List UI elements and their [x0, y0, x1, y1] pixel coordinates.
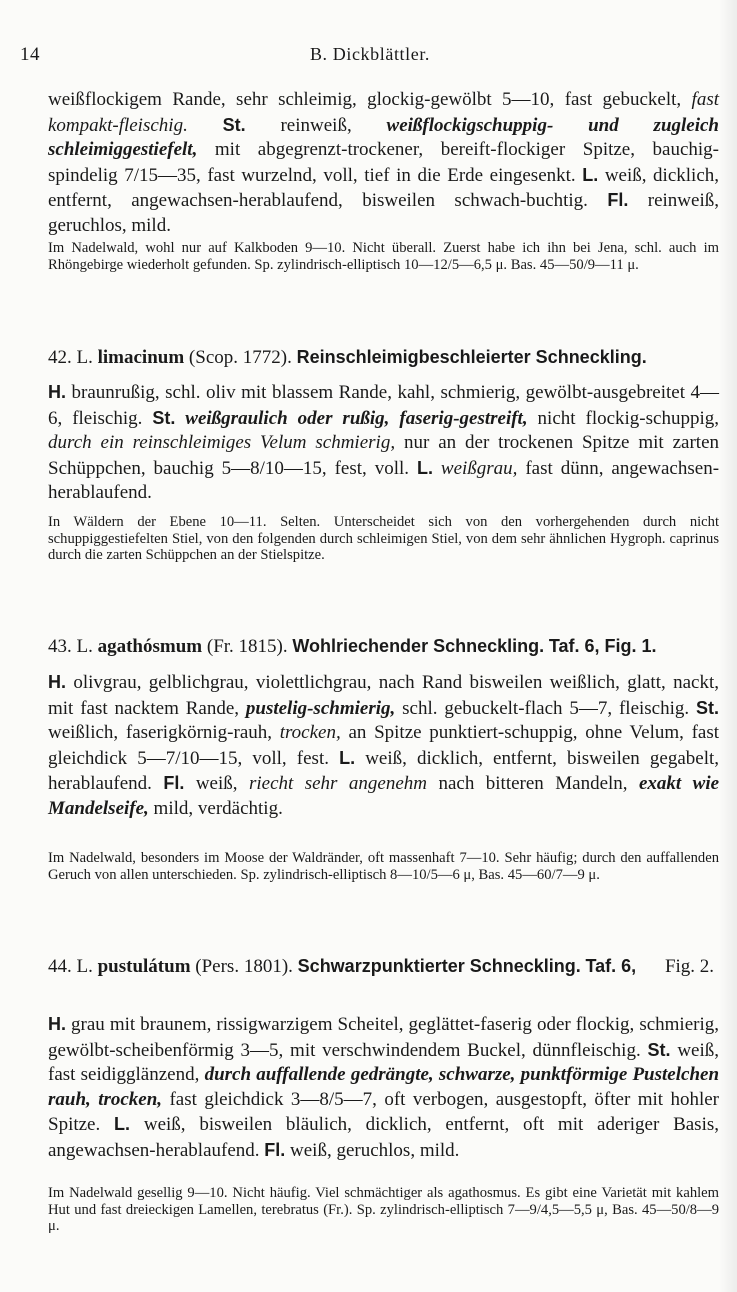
running-head: B. Dickblättler. [309, 44, 431, 64]
page-number: 14 [20, 44, 40, 65]
entry-41-note: Im Nadelwald, wohl nur auf Kalkboden 9—10. Nicht überall. Zuerst habe ich ihn bei Jena, schl. auch im Rhöngebirge wiederholt gefunden. Sp. zylindrisch-elliptisch 10—12/5—6,5 μ. Bas. 45—50/9—11 μ. [48, 240, 719, 273]
entry-44-description: H. grau mit braunem, rissigwarzigem Scheitel, geglättet-faserig oder flockig, schmierig, gewölbt-scheibenförmig 3—5, mit verschwindendem Buckel, dünnfleischig. St. weiß, fast seidigglänzend, durch auffallende gedrängte, schwarze, punktförmige Pustelchen rauh, trocken, fast gleichdick 3—8/5—7, oft verbogen, ausgestopft, öfter mit hohler Spitze. L. weiß, bisweilen bläulich, dicklich, entfernt, oft mit aderiger Basis, angewachsen-herablaufend. Fl. weiß, geruchlos, mild. [48, 1014, 720, 1161]
entry-44-title: 44. L. pustulátum (Pers. 1801). Schwarzpunktierter Schneckling. Taf. 6, Fig. 2. [48, 956, 715, 977]
entry-43-description: H. olivgrau, gelblichgrau, violettlichgrau, nach Rand bisweilen weißlich, glatt, nackt, mit fast nacktem Rande, pustelig-schmierig, schl. gebuckelt-flach 5—7, fleischig. St. weißlich, faserigkörnig-rauh, trocken, an Spitze punktiert-schuppig, ohne Velum, fast gleichdick 5—7/10—15, voll, fest. L. weiß, dicklich, entfernt, bisweilen gegabelt, herablaufend. Fl. weiß, riecht sehr angenehm nach bitteren Mandeln, exakt wie Mandelseife, mild, verdächtig. [48, 672, 720, 819]
entry-42-title: 42. L. limacinum (Scop. 1772). Reinschleimigbeschleierter Schneckling. [48, 347, 647, 368]
entry-43-note: Im Nadelwald, besonders im Moose der Waldränder, oft massenhaft 7—10. Sehr häufig; durch den auffallenden Geruch von allen unterschieden. Sp. zylindrisch-elliptisch 8—10/5—6 μ, Bas. 45—60/7—9 μ. [48, 850, 719, 883]
entry-42-description: H. braunrußig, schl. oliv mit blassem Rande, kahl, schmierig, gewölbt-ausgebreitet 4—6, fleischig. St. weißgraulich oder rußig, faserig-gestreift, nicht flockig-schuppig, durch ein reinschleimiges Velum schmierig, nur an der trockenen Spitze mit zarten Schüppchen, bauchig 5—8/10—15, fest, voll. L. weißgrau, fast dünn, angewachsen-herablaufend. [48, 382, 720, 504]
entry-41-description: weißflockigem Rande, sehr schleimig, glockig-gewölbt 5—10, fast gebuckelt, fast kompakt-fleischig. St. reinweiß, weißflockigschuppig- und zugleich schleimiggestiefelt, mit abgegrenzt-trockener, bereift-flockiger Spitze, bauchig-spindelig 7/15—35, fast wurzelnd, voll, tief in die Erde eingesenkt. L. weiß, dicklich, entfernt, angewachsen-herablaufend, bisweilen schwach-buchtig. Fl. reinweiß, geruchlos, mild. [48, 89, 720, 236]
scan-edge-shadow [719, 0, 737, 1292]
entry-42-note: In Wäldern der Ebene 10—11. Selten. Unterscheidet sich von den vorhergehenden durch nicht schuppiggestiefelten Stiel, von den folgenden durch schleimigen Stiel, von dem sehr ähnlichen Hygroph. caprinus durch die zarten Schüppchen an der Stielspitze. [48, 514, 719, 564]
page-header [20, 44, 720, 70]
entry-43-title: 43. L. agathósmum (Fr. 1815). Wohlriechender Schneckling. Taf. 6, Fig. 1. [48, 636, 657, 657]
entry-44-note: Im Nadelwald gesellig 9—10. Nicht häufig. Viel schmächtiger als agathosmus. Es gibt eine Varietät mit kahlem Hut und fast dreieckigen Lamellen, terebratus (Fr.). Sp. zylindrisch-elliptisch 7—9/4,5—5,5 μ, Bas. 45—50/8—9 μ. [48, 1185, 719, 1235]
